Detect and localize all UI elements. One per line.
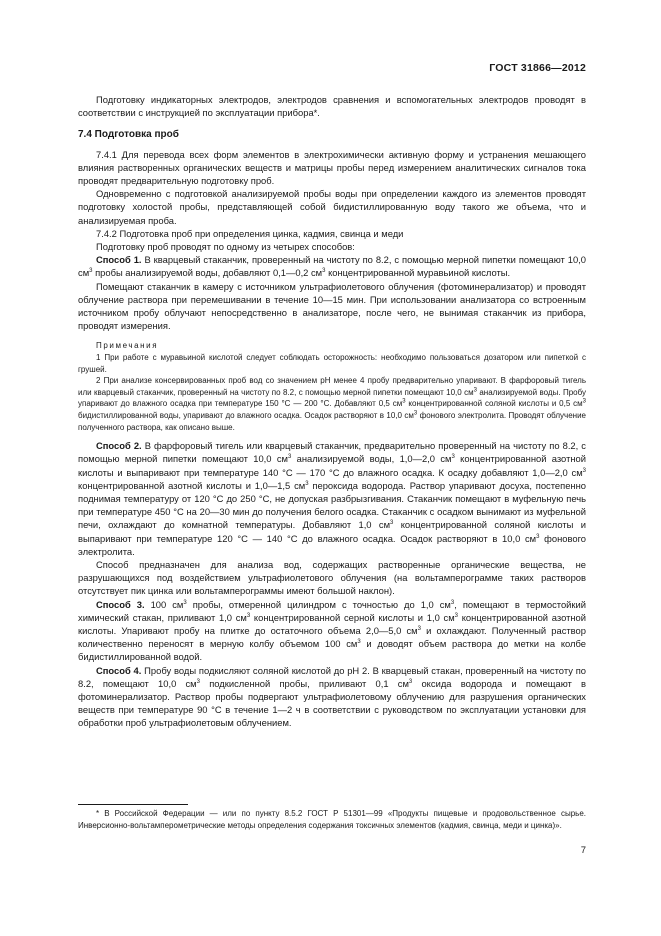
paragraph-7-4-1b: Одновременно с подготовкой анализируемой пробы воды при определении каждого из элементов проводят подготовку холостой пробы, представляющей собой бидистиллированную воду такого же объема, что и анализируемая проба. [78, 188, 586, 226]
method-3-paragraph: Способ 3. 100 $см^3$ пробы, отмеренной цилиндром с точностью до 1,0 $см^3$, помещают в термостойкий химический стакан, приливают 1,0 $см^3$ концентрированной серной кислоты и 1,0 $см^3$ концентрированной азотной кислоты. Упаривают пробу на плитке до остаточного объема 2,0—5,0 $см^3$ и охлаждают. Полученный раствор количественно переносят в мерную колбу объемом 100 $см^3$ и доводят объем раствора до метки на колбе бидистиллированной водой. [78, 598, 586, 663]
note-2: 2 При анализе консервированных проб вод со значением pH менее 4 пробу предварительно упаривают. В фарфоровый тигель или кварцевый стаканчик, проверенный на чистоту по 8.2, с помощью мерной пипетки помещают 10,0 $см^3$ анализируемой воды. Пробу упаривают до влажного осадка при температуре 150 °С — 200 °С. Добавляют 0,5 $см^3$ концентрированной соляной кислоты и 0,5 $см^3$ бидистиллированной воды, упаривают до влажного осадка. Осадок растворяют в 10,0 $см^3$ фонового электролита. Проводят облучение полученного раствора, как описано выше. [78, 376, 587, 432]
method-3-label: Способ 3. [96, 598, 145, 610]
notes-title: Примечания [96, 341, 159, 351]
footnote-divider [78, 804, 188, 805]
paragraph-7-4-1: 7.4.1 Для перевода всех форм элементов в электрохимически активную форму и устранения мешающего влияния растворенных органических веществ и матрицы пробы перед измерением аналитических сигналов тока проводят предварительную подготовку проб. [78, 148, 586, 187]
page-number: 7 [580, 845, 586, 856]
note-1: 1 При работе с муравьиной кислотой следует соблюдать осторожность: необходимо пользоваться дозатором или пипеткой с грушей. [78, 353, 586, 374]
method-1-paragraph-2: Помещают стаканчик в камеру с источником ультрафиолетового облучения (фотоминерализатор) и проводят облучение раствора при перемешивании в течение 10—15 мин. При использовании анализатора со встроенным источником пробу облучают непосредственно в анализаторе, после чего, не вынимая стаканчик из прибора, проводят измерения. [78, 280, 586, 332]
paragraph-7-4-2b: Подготовку проб проводят по одному из четырех способов: [96, 241, 355, 253]
footnote [78, 808, 586, 831]
method-1-paragraph: Способ 1. В кварцевый стаканчик, проверенный на чистоту по 8.2, с помощью мерной пипетки помещают 10,0 $см^3$ пробы анализируемой воды, добавляют 0,1—0,2 $см^3$ концентрированной муравьиной кислоты. [78, 254, 586, 279]
footnote-text: * В Российской Федерации — или по пункту 8.5.2 ГОСТ Р 51301—99 «Продукты пищевые и продовольственное сырье. Инверсионно-вольтамперометрические методы определения содержания токсичных элементов (кадмия, свинца, меди и цинка)». [78, 809, 586, 830]
method-4-label: Способ 4. [96, 664, 142, 676]
notes-block [78, 340, 586, 433]
intro-paragraph: Подготовку индикаторных электродов, электродов сравнения и вспомогательных электродов проводят в соответствии с инструкцией по эксплуатации прибора*. [78, 94, 586, 119]
paragraph-7-4-2: 7.4.2 Подготовка проб при определения цинка, кадмия, свинца и меди [96, 227, 404, 239]
method-4-paragraph: Способ 4. Пробу воды подкисляют соляной кислотой до pH 2. В кварцевый стакан, проверенный на чистоту по 8.2, помещают 10,0 $см^3$ подкисленной пробы, приливают 0,1 $см^3$ оксида водорода и помещают в фотоминерализатор. Раствор пробы подвергают ультрафиолетовому облучению для разрушения органических веществ при температуре 90 °С в течение 1—2 ч в соответствии с руководством по эксплуатации установки для обработки проб ультрафиолетовым облучением. [78, 664, 587, 729]
standard-header: ГОСТ 31866—2012 [489, 62, 586, 74]
section-heading: 7.4 Подготовка проб [78, 129, 179, 141]
method-2-paragraph-2: Способ предназначен для анализа вод, содержащих растворенные органические вещества, не разрушающихся под воздействием ультрафиолетового облучения (на вольтамперограмме таких растворов отсутствует пик цинка или вольтамперограммы имеют большой наклон). [78, 559, 586, 597]
method-2-label: Способ 2. [96, 440, 142, 452]
document-body [78, 93, 586, 730]
method-2-paragraph: Способ 2. В фарфоровый тигель или кварцевый стаканчик, предварительно проверенный на чистоту по 8.2, с помощью мерной пипетки помещают 10,0 $см^3$ анализируемой воды, 1,0—2,0 $см^3$ концентрированной азотной кислоты и выпаривают при температуре 140 °С — 170 °С до влажного осадка. К осадку добавляют 1,0—2,0 $см^3$ концентрированной азотной кислоты и 1,0—1,5 $см^3$ пероксида водорода. Раствор упаривают досуха, постепенно поднимая температуру от 120 °С до 250 °С, не допуская разбрызгивания. Стаканчик помещают в муфельную печь при температуре 450 °С на 20—30 мин до получения белого осадка. Стаканчик с осадком вынимают из муфельной печи, охлаждают до комнатной температуры. Добавляют 1,0 $см^3$ концентрированной соляной кислоты и выпаривают при температуре 120 °С — 140 °С до влажного осадка. Осадок растворяют в 10,0 $см^3$ фонового электролита. [78, 440, 587, 557]
method-1-label: Способ 1. [96, 254, 142, 266]
